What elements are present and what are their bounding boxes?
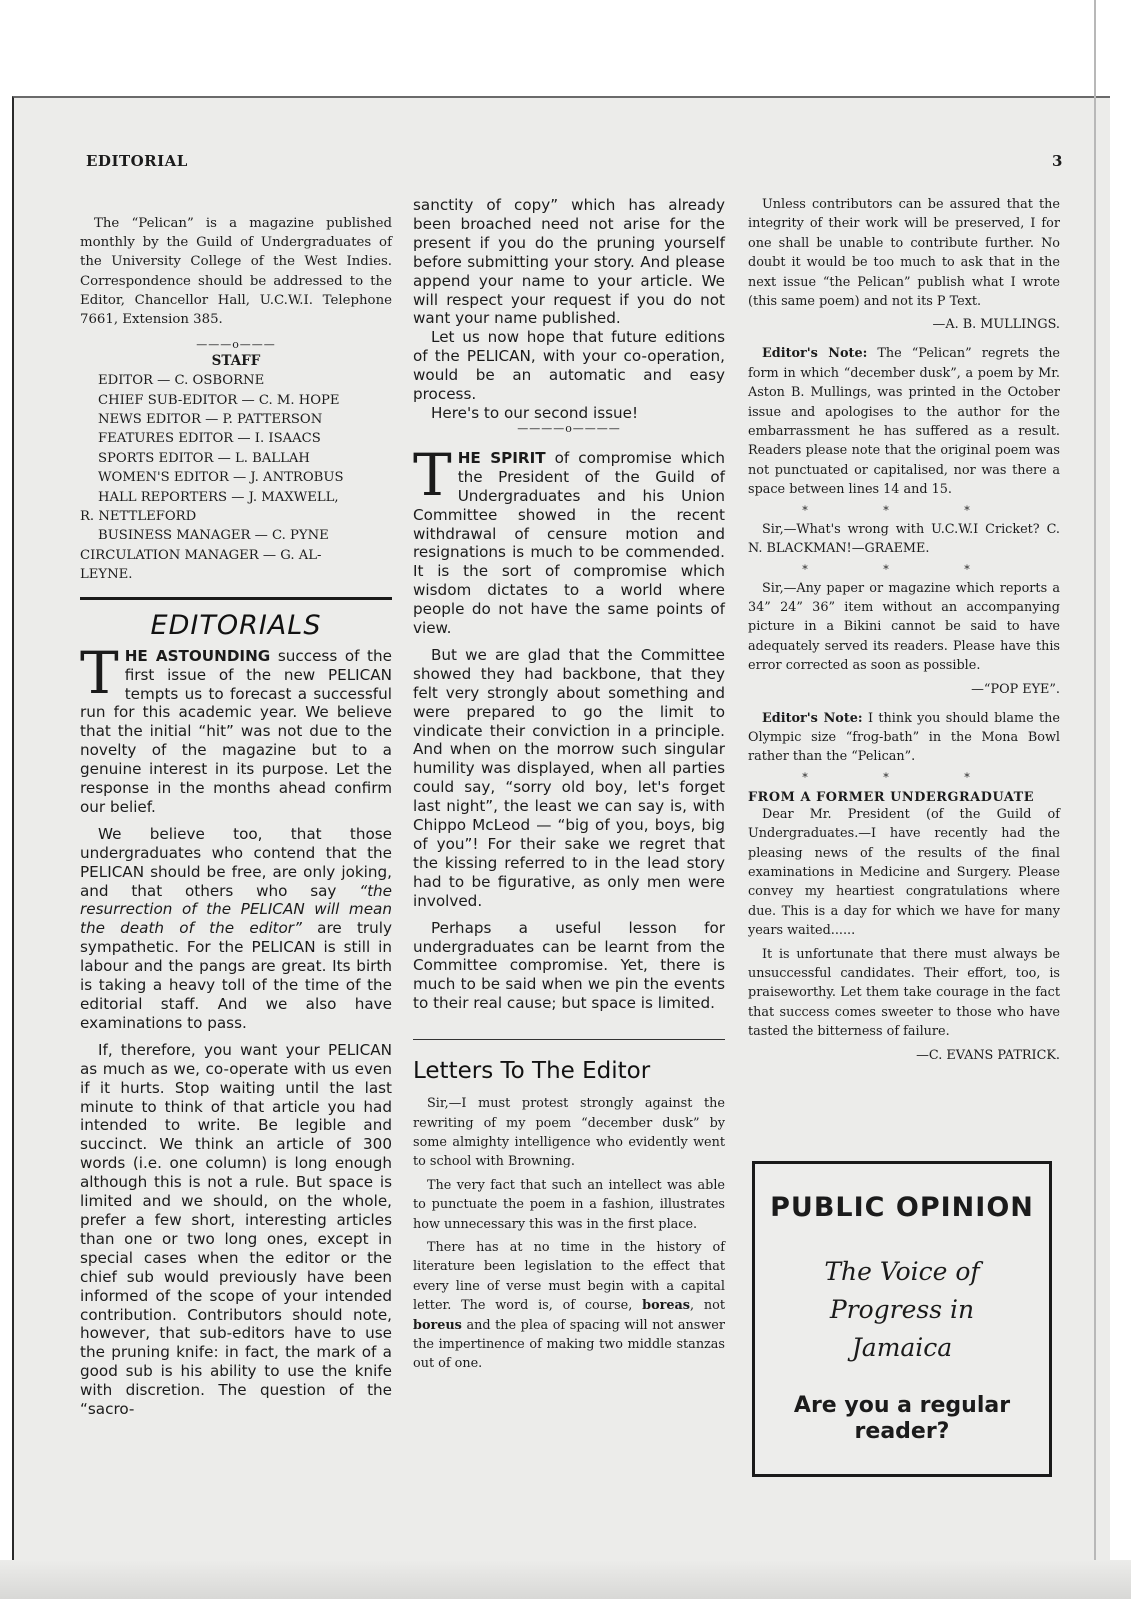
letter-paragraph: It is unfortunate that there must always be unsuccessful candidates. Their effort, too, is praiseworthy. Let them take courage in the fact that success comes sweeter to those who have tasted the bitterness of failure. <box>748 946 1060 1040</box>
page-bottom-shadow <box>0 1560 1131 1599</box>
section-rule <box>413 1039 725 1040</box>
staff-line: WOMEN'S EDITOR — J. ANTROBUS <box>98 470 344 486</box>
letter-paragraph: Dear Mr. President (of the Guild of Undergraduates.—I have recently had the pleasing news of the results of the final examinations in Medicine and Surgery. Please convey my heartiest congratulations where due. This is a day for which we have for many years waited...... <box>748 806 1060 939</box>
editorial-paragraph: THE ASTOUNDING success of the first issue of the new PELICAN tempts us to forecast a successful run for this academic year. We believe that the initial “hit” was not due to the novelty of the magazine but to a genuine interest in its purpose. Let the response in the months ahead confirm our belief. <box>80 638 392 816</box>
staff-heading: STAFF <box>211 353 261 370</box>
letters-title: Letters To The Editor <box>413 1058 651 1085</box>
letter-paragraph: Unless contributors can be assured that the integrity of their work will be preserved, I for one shall be unable to contribute further. No doubt it would be too much to ask that in the next issue “the Pelican” publish what I wrote (this same poem) and not its P Text. <box>748 197 1060 310</box>
editorial-paragraph: If, therefore, you want your PELICAN as much as we, co-operate with us even if it hurts. Stop waiting until the last minute to think of that article you had intended to write. Be legible and succinct. We think an article of 300 words (i.e. one column) is long enough although this is not a rule. But space is limited and we should, on the whole, prefer a few short, interesting articles than one or two long ones, except in special cases when the editor or the chief sub would previously have been informed of the scope of your intended contribution. Contributors should note, however, that sub-editors have to use the pruning knife: in fact, the mark of a good sub is his ability to use the knife with discretion. The question of the “sacro- <box>80 1040 392 1419</box>
staff-line: SPORTS EDITOR — L. BALLAH <box>98 450 310 466</box>
column-1 <box>80 214 392 1427</box>
letter-paragraph: Sir,—I must protest strongly against the rewriting of my poem “december dusk” by some almighty intelligence who evidently went to school with Browning. <box>413 1096 725 1170</box>
star-divider: * * * <box>802 503 1006 517</box>
staff-line: FEATURES EDITOR — I. ISAACS <box>98 431 321 447</box>
section-rule <box>80 597 392 600</box>
star-divider: * * * <box>802 770 1006 784</box>
spirit-paragraph: But we are glad that the Committee showed they had backbone, that they felt very strongly about something and were prepared to go the limit to vindicate their conviction in a principle. And when on the morrow such singular humility was displayed, when all parties could say, “sorry old boy, let's forget last night”, the least we can say is, with Chippo McLeod — “big of you, boys, big of you”! For their sake we regret that the kissing referred to in the lead story had to be figurative, as only men were involved. <box>413 645 725 910</box>
letter-paragraph: The very fact that such an intellect was able to punctuate the poem in a fashion, illustrates how unnecessary this was in the first place. <box>413 1177 725 1232</box>
letter-heading: FROM A FORMER UNDERGRADUATE <box>748 789 1035 805</box>
editorial-paragraph: We believe too, that those undergraduates who contend that the PELICAN should be free, are only joking, and that others who say “the resurrection of the PELICAN will mean the death of the editor” are truly sympathetic. For the PELICAN is still in labour and the pangs are great. Its birth is taking a heavy toll of the time of the editorial staff. And we also have examinations to pass. <box>80 824 393 1032</box>
staff-line: CHIEF SUB-EDITOR — C. M. HOPE <box>98 392 340 408</box>
spirit-paragraph: Perhaps a useful lesson for undergraduates can be learnt from the Committee compromise. Yet, there is much to be said when we pin the events to their real cause; but space is limited. <box>413 918 725 1013</box>
spirit-paragraph: THE SPIRIT of compromise which the President of the Guild of Undergraduates and his Union Committee showed in the recent withdrawal of censure motion and resignations is much to be commended. It is the sort of compromise which wisdom dictates to a world where people do not have the same points of view. <box>413 440 725 638</box>
column-2 <box>413 196 725 1378</box>
staff-line: HALL REPORTERS — J. MAXWELL, <box>98 489 339 505</box>
divider-ornament: ———o——— <box>196 338 276 352</box>
editor-note: Editor's Note: I think you should blame the Olympic size “frog-bath” in the Mona Bowl rather than the “Pelican”. <box>748 710 1061 765</box>
advert-tagline: The Voice of Progress in Jamaica <box>824 1257 980 1362</box>
letter-paragraph: Sir,—What's wrong with U.C.W.I Cricket? C. N. BLACKMAN!—GRAEME. <box>748 521 1060 557</box>
editorial-paragraph: Let us now hope that future editions of the PELICAN, with your co-operation, would be an automatic and easy process. <box>413 328 725 404</box>
letter-signature: —“POP EYE”. <box>971 681 1060 697</box>
editorials-title: EDITORIALS <box>150 609 322 641</box>
editorial-paragraph: sanctity of copy” which has already been broached need not arise for the present if you do the pruning yourself before submitting your story. And please append your name to your article. We will respect your request if you do not want your name published. <box>413 196 725 328</box>
page-edge <box>1094 0 1096 1599</box>
drop-cap: T <box>80 638 119 707</box>
editor-note: Editor's Note: The “Pelican” regrets the form in which “december dusk”, a poem by Mr. Aston B. Mullings, was printed in the October issue and apologises to the author for the embarrassment he has suffered as a result. Readers please note that the original poem was not punctuated or capitalised, nor was there a space between lines 14 and 15. <box>748 346 1061 498</box>
page-number: 3 <box>1052 152 1063 170</box>
star-divider: * * * <box>802 562 1006 576</box>
drop-cap: T <box>413 440 452 509</box>
column-3 <box>748 195 1060 1075</box>
staff-line: LEYNE. <box>80 567 133 583</box>
section-header: EDITORIAL <box>86 152 188 170</box>
advert-title: PUBLIC OPINION <box>770 1192 1034 1223</box>
staff-list <box>80 371 392 584</box>
staff-line: CIRCULATION MANAGER — G. AL- <box>80 547 322 563</box>
advert-question: Are you a regular reader? <box>793 1393 1011 1444</box>
staff-line: EDITOR — C. OSBORNE <box>98 373 265 389</box>
letter-paragraph: There has at no time in the history of literature been legislation to the effect that every line of verse must begin with a capital letter. The word is, of course, boreas, not boreus and the plea of spacing will not answer the impertinence of making two middle stanzas out of one. <box>413 1240 725 1372</box>
public-opinion-advert <box>752 1161 1052 1477</box>
letter-signature: —C. EVANS PATRICK. <box>916 1047 1060 1063</box>
divider-ornament: ————o———— <box>517 421 621 435</box>
masthead-intro: The “Pelican” is a magazine published monthly by the Guild of Undergraduates of the University College of the West Indies. Correspondence should be addressed to the Editor, Chancellor Hall, U.C.W.I. Telephone 7661, Extension 385. <box>80 216 392 328</box>
staff-line: R. NETTLEFORD <box>80 509 197 525</box>
staff-line: BUSINESS MANAGER — C. PYNE <box>98 528 329 544</box>
letter-signature: —A. B. MULLINGS. <box>932 317 1060 333</box>
editorial-paragraph: Here's to our second issue! <box>431 403 639 422</box>
staff-line: NEWS EDITOR — P. PATTERSON <box>98 412 323 428</box>
letter-paragraph: Sir,—Any paper or magazine which reports a 34” 24” 36” item without an accompanying picture in a Bikini cannot be said to have adequately served its readers. Please have this error corrected as soon as possible. <box>748 580 1060 674</box>
